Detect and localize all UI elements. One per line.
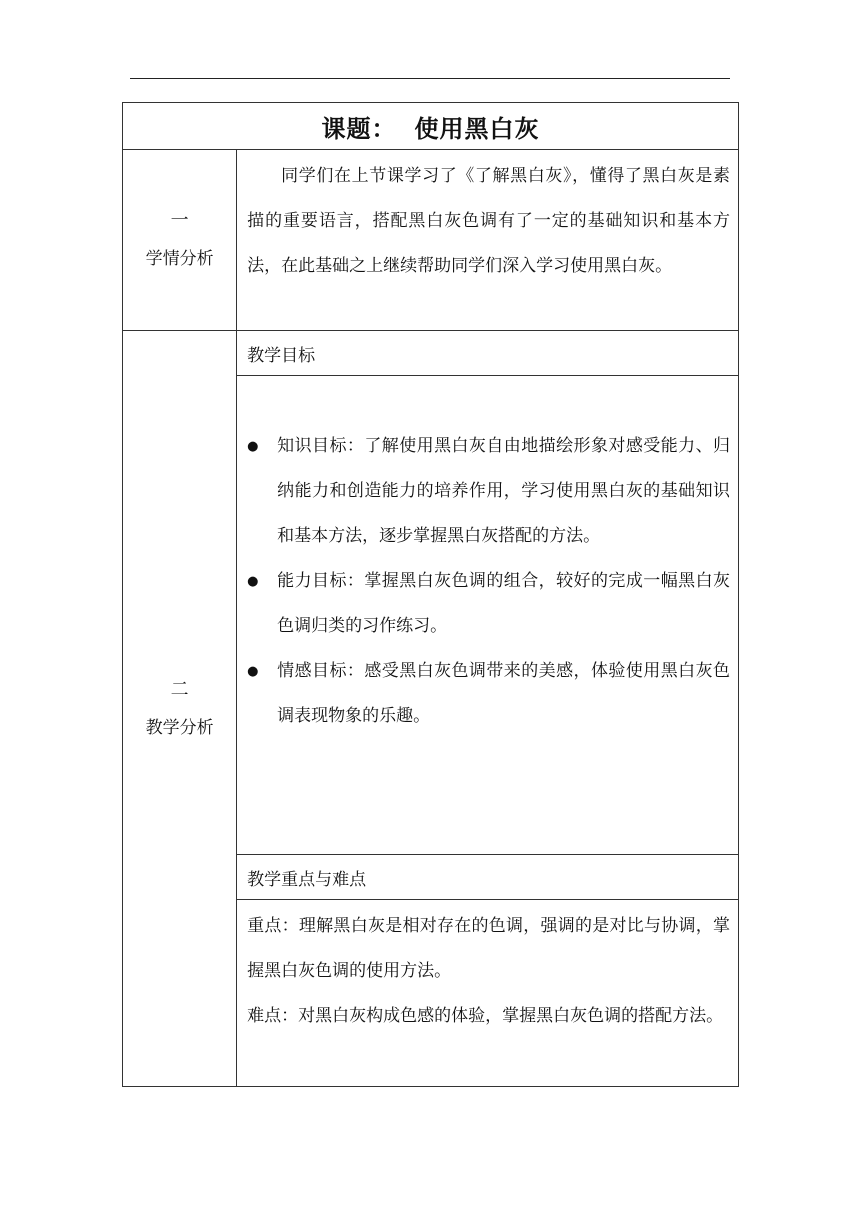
goals-heading-row: [123, 331, 739, 376]
difficult-point-text: 难点：对黑白灰构成色感的体验，掌握黑白灰色调的搭配方法。: [247, 1006, 724, 1026]
section-number: 一: [170, 210, 189, 231]
goal-text: 能力目标：掌握黑白灰色调的组合，较好的完成一幅黑白灰色调归类的习作练习。: [277, 571, 730, 636]
section-title: 学情分析: [145, 249, 214, 269]
goal-item-knowledge: [245, 424, 730, 559]
title-row: [123, 103, 739, 150]
goal-item-emotion: [245, 649, 730, 739]
lesson-title: [123, 103, 739, 150]
title-value: 使用黑白灰: [414, 114, 540, 143]
goals-list: [237, 376, 739, 855]
goals-heading: 教学目标: [237, 331, 739, 376]
goal-text: 知识目标：了解使用黑白灰自由地描绘形象对感受能力、归纳能力和创造能力的培养作用，学习使用黑白灰的基础知识和基本方法，逐步掌握黑白灰搭配的方法。: [277, 436, 730, 546]
bullet-icon: ●: [247, 439, 259, 454]
header-rule: [130, 78, 730, 79]
bullet-icon: ●: [247, 664, 259, 679]
keypoints-content: [237, 900, 739, 1087]
section-student-analysis: [123, 150, 739, 331]
section-title: 教学分析: [145, 717, 214, 738]
bullet-icon: ●: [247, 574, 259, 589]
goal-item-ability: [245, 559, 730, 649]
lesson-plan-table: [122, 102, 739, 1087]
student-analysis-text: 同学们在上节课学习了《了解黑白灰》，懂得了黑白灰是素描的重要语言，搭配黑白灰色调有了一定的基础知识和基本方法，在此基础之上继续帮助同学们深入学习使用黑白灰。: [237, 150, 739, 331]
section-label-student-analysis: [123, 150, 237, 331]
keypoints-heading: 教学重点与难点: [237, 855, 739, 900]
title-label: 课题：: [321, 114, 397, 143]
goal-text: 情感目标：感受黑白灰色调带来的美感，体验使用黑白灰色调表现物象的乐趣。: [277, 661, 730, 726]
section-number: 二: [170, 678, 189, 700]
key-point-text: 重点：理解黑白灰是相对存在的色调，强调的是对比与协调，掌握黑白灰色调的使用方法。: [247, 916, 730, 981]
section-label-teaching-analysis: [123, 331, 237, 1087]
